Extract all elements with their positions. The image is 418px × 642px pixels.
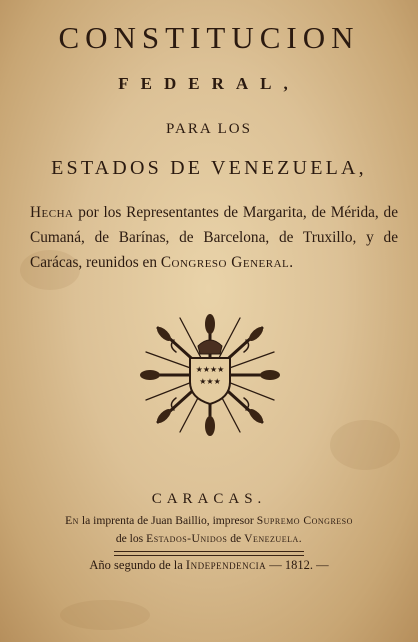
- double-rule-bottom: [114, 555, 304, 556]
- paper-stain: [60, 600, 150, 630]
- en-small-caps: En: [65, 514, 79, 527]
- independencia-small-caps: Independencia: [185, 558, 267, 572]
- de-los-text: de los: [115, 532, 147, 545]
- title-federal: FEDERAL,: [118, 74, 300, 93]
- printer-text: la imprenta de Juan Baillio, impresor: [78, 514, 257, 527]
- imprint-line-2: [0, 532, 418, 545]
- supremo-congreso-small-caps: Supremo Congreso: [256, 514, 353, 527]
- svg-text:★★★: ★★★: [199, 377, 221, 386]
- congreso-general-small-caps: Congreso General.: [160, 254, 294, 271]
- ano-segundo-text: Año segundo de la: [89, 558, 186, 572]
- paper-stain: [330, 420, 400, 470]
- date-line: [0, 558, 418, 573]
- representatives-text: por los Representantes de Margarita, de Mérida, de Cumaná, de Barínas, de Barcelona, de Truxillo, y de Carácas, reunidos en: [30, 204, 398, 271]
- double-rule-top: [114, 551, 304, 552]
- arms-wheat-stars-emblem-icon: [136, 312, 284, 438]
- svg-text:★★★★: ★★★★: [195, 365, 225, 374]
- imprint-line-1: [0, 514, 418, 527]
- title-constitucion: CONSTITUCION: [58, 20, 360, 55]
- imprint-city: CARACAS.: [151, 491, 267, 507]
- year-text: — 1812. —: [266, 558, 329, 572]
- estados-unidos-small-caps: Estados-Unidos: [146, 532, 228, 545]
- title-estados-de-venezuela: ESTADOS DE VENEZUELA,: [51, 157, 367, 179]
- title-para-los: PARA LOS: [166, 121, 252, 137]
- subtitle-paragraph: [30, 200, 398, 275]
- de-text: de: [227, 532, 245, 545]
- hecha-small-caps: Hecha: [30, 204, 74, 221]
- venezuela-small-caps: Venezuela.: [244, 532, 303, 545]
